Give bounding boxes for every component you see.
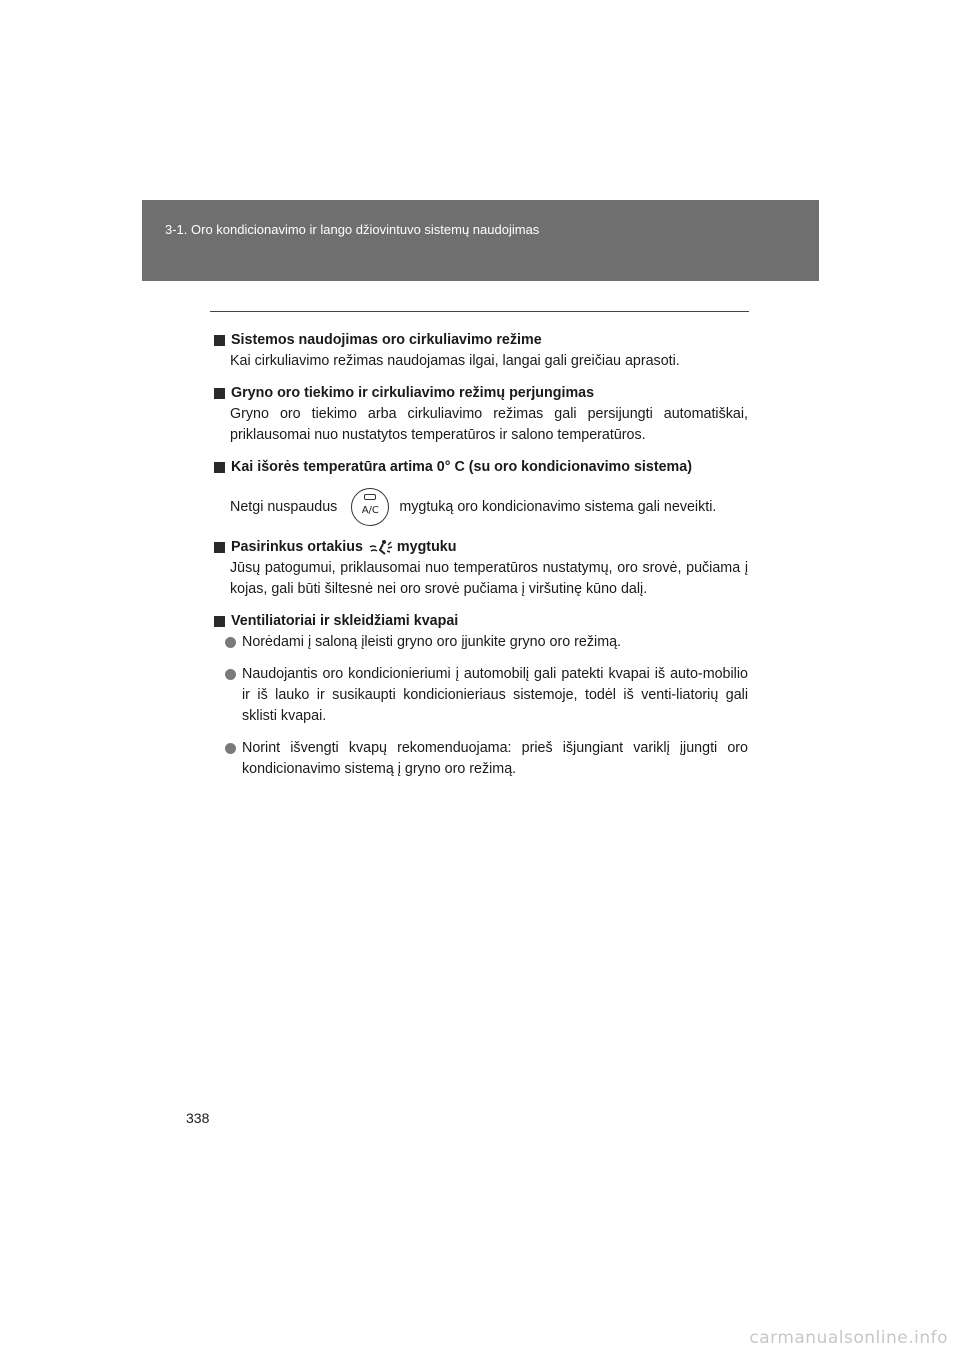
section-body: Kai cirkuliavimo režimas naudojamas ilgai, langai gali greičiau aprasoti. — [230, 353, 680, 369]
section-title: Kai išorės temperatūra artima 0° C (su oro kondicionavimo sistema) — [231, 459, 692, 475]
section-low-temperature — [213, 457, 748, 526]
watermark: carmanualsonline.info — [749, 1328, 948, 1348]
round-bullet-icon — [225, 743, 236, 754]
round-bullet-icon — [225, 637, 236, 648]
section-title: Gryno oro tiekimo ir cirkuliavimo režimų perjungimas — [231, 385, 595, 401]
ac-note — [213, 488, 748, 526]
indicator-lamp-icon — [364, 494, 376, 500]
section-body: Gryno oro tiekimo arba cirkuliavimo režimas gali persijungti automatiškai, priklausomai nuo nustatytos temperatūros ir salono temperatūros. — [230, 406, 748, 443]
square-bullet-icon — [214, 542, 225, 553]
square-bullet-icon — [214, 462, 225, 473]
ac-note-before: Netgi nuspaudus — [230, 498, 338, 515]
section-header-bar — [142, 200, 819, 281]
section-vent-selection — [213, 537, 748, 600]
page-number: 338 — [186, 1110, 210, 1126]
list-item: Norint išvengti kvapų rekomenduojama: prieš išjungiant variklį įjungti oro kondicionavimo sistemą į gryno oro režimą. — [213, 738, 748, 780]
section-mode-switch — [213, 383, 748, 446]
section-circulation — [213, 330, 748, 372]
ac-button-icon: A/C — [351, 488, 389, 526]
square-bullet-icon — [214, 616, 225, 627]
list-item: Naudojantis oro kondicionieriumi į automobilį gali patekti kvapai iš auto-mobilio ir iš lauko ir susikaupti kondicionieriaus sistemoje, todėl iš venti-liatorių gali sklisti kvapai. — [213, 664, 748, 727]
section-header-title: 3-1. Oro kondicionavimo ir lango džiovintuvo sistemų naudojimas — [165, 222, 540, 237]
section-ventilation-odors — [213, 611, 748, 780]
list-item: Norėdami į saloną įleisti gryno oro įjunkite gryno oro režimą. — [213, 632, 748, 653]
ac-note-after: mygtuką oro kondicionavimo sistema gali neveikti. — [399, 498, 717, 515]
square-bullet-icon — [214, 388, 225, 399]
section-title: Ventiliatoriai ir skleidžiami kvapai — [231, 613, 459, 629]
fan-airflow-icon — [367, 539, 393, 557]
section-title-before: Pasirinkus ortakius — [231, 539, 363, 555]
section-title-after: mygtuku — [396, 539, 457, 555]
divider-line — [210, 311, 749, 312]
section-body: Jūsų patogumui, priklausomai nuo temperatūros nustatymų, oro srovė, pučiama į kojas, gali būti šiltesnė nei oro srovė pučiama į viršutinę kūno dalį. — [230, 560, 748, 597]
square-bullet-icon — [214, 335, 225, 346]
round-bullet-icon — [225, 669, 236, 680]
section-title: Sistemos naudojimas oro cirkuliavimo režime — [231, 332, 542, 348]
page-content — [213, 330, 748, 791]
